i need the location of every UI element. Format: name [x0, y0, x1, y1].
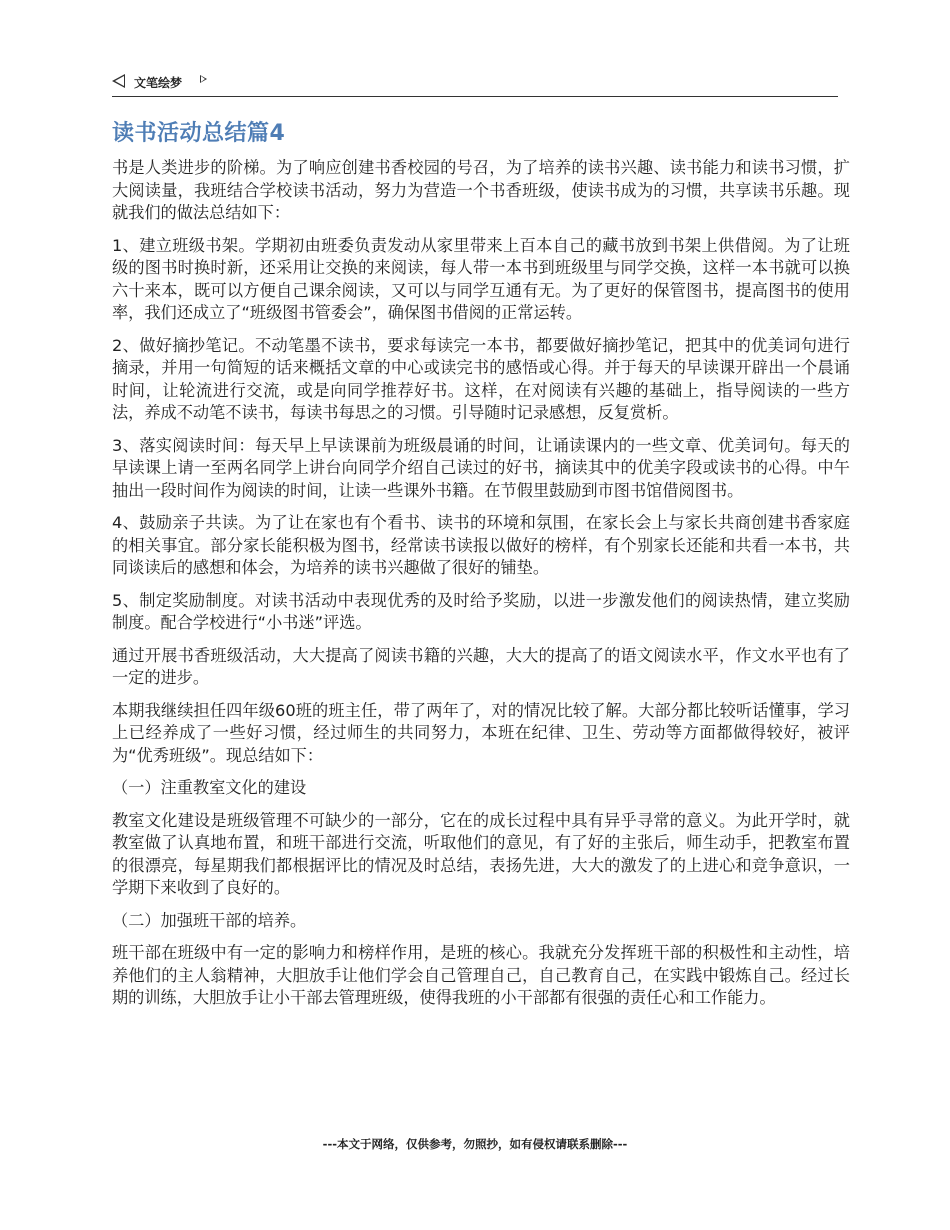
paragraph-item-1: 1、建立班级书架。学期初由班委负责发动从家里带来上百本自己的藏书放到书架上供借阅。为了让班级的图书时换时新，还采用让交换的来阅读，每人带一本书到班级里与同学交换，这样一本书就可以换六十来本，既可以方便自己课余阅读，又可以与同学互通有无。为了更好的保管图书，提高图书的使用率，我们还成立了“班级图书管委会”，确保图书借阅的正常运转。 [112, 235, 850, 322]
triangle-left-icon [112, 74, 125, 88]
paragraph-class-cadres: 班干部在班级中有一定的影响力和榜样作用，是班的核心。我就充分发挥班干部的积极性和主动性，培养他们的主人翁精神，大胆放手让他们学会自己管理自己，自己教育自己，在实践中锻炼自己。经过长期的训练，大胆放手让小干部去管理班级，使得我班的小干部都有很强的责任心和工作能力。 [112, 943, 850, 1007]
paragraph-item-2: 2、做好摘抄笔记。不动笔墨不读书，要求每读完一本书，都要做好摘抄笔记，把其中的优美词句进行摘录，并用一句简短的话来概括文章的中心或读完书的感悟或心得。并于每天的早读课开辟出一个晨诵时间，让轮流进行交流，或是向同学推荐好书。这样，在对阅读有兴趣的基础上，指导阅读的一些方法，养成不动笔不读书，每读书每思之的习惯。引导随时记录感想，反复赏析。 [112, 335, 850, 422]
brand-label: 文笔绘梦 [134, 76, 183, 90]
document-title: 读书活动总结篇4 [112, 121, 286, 146]
paragraph-conclusion: 通过开展书香班级活动，大大提高了阅读书籍的兴趣，大大的提高了的语文阅读水平，作文水平也有了一定的进步。 [112, 645, 850, 687]
document-body [112, 157, 850, 1020]
paragraph-intro: 书是人类进步的阶梯。为了响应创建书香校园的号召，为了培养的读书兴趣、读书能力和读书习惯，扩大阅读量，我班结合学校读书活动，努力为营造一个书香班级，使读书成为的习惯，共享读书乐趣。现就我们的做法总结如下： [112, 158, 850, 222]
page-footer: ---本文于网络，仅供参考，勿照抄，如有侵权请联系删除--- [322, 1137, 628, 1151]
paragraph-class-summary: 本期我继续担任四年级60班的班主任，带了两年了，对的情况比较了解。大部分都比较听话懂事，学习上已经养成了一些好习惯，经过师生的共同努力，本班在纪律、卫生、劳动等方面都做得较好，被评为“优秀班级”。现总结如下： [112, 700, 850, 765]
triangle-right-icon [200, 75, 207, 83]
paragraph-item-3: 3、落实阅读时间：每天早上早读课前为班级晨诵的时间，让诵读课内的一些文章、优美词句。每天的早读课上请一至两名同学上讲台向同学介绍自己读过的好书，摘读其中的优美字段或读书的心得。中午抽出一段时间作为阅读的时间，让读一些课外书籍。在节假里鼓励到市图书馆借阅图书。 [112, 435, 850, 500]
paragraph-item-4: 4、鼓励亲子共读。为了让在家也有个看书、读书的环境和氛围，在家长会上与家长共商创建书香家庭的相关事宜。部分家长能积极为图书，经常读书读报以做好的榜样，有个别家长还能和共看一本书，共同谈读后的感想和体会，为培养的读书兴趣做了很好的铺垫。 [112, 513, 850, 577]
section-heading-1: （一）注重教室文化的建设 [112, 778, 307, 797]
page-header [112, 70, 838, 97]
section-heading-2: （二）加强班干部的培养。 [112, 910, 307, 930]
paragraph-classroom-culture: 教室文化建设是班级管理不可缺少的一部分，它在的成长过程中具有异乎寻常的意义。为此开学时，就教室做了认真地布置，和班干部进行交流，听取他们的意见，有了好的主张后，师生动手，把教室布置的很漂亮，每星期我们都根据评比的情况及时总结，表扬先进，大大的激发了的上进心和竞争意识，一学期下来收到了良好的。 [112, 810, 850, 897]
paragraph-item-5: 5、制定奖励制度。对读书活动中表现优秀的及时给予奖励，以进一步激发他们的阅读热情，建立奖励制度。配合学校进行“小书迷”评选。 [112, 590, 850, 632]
